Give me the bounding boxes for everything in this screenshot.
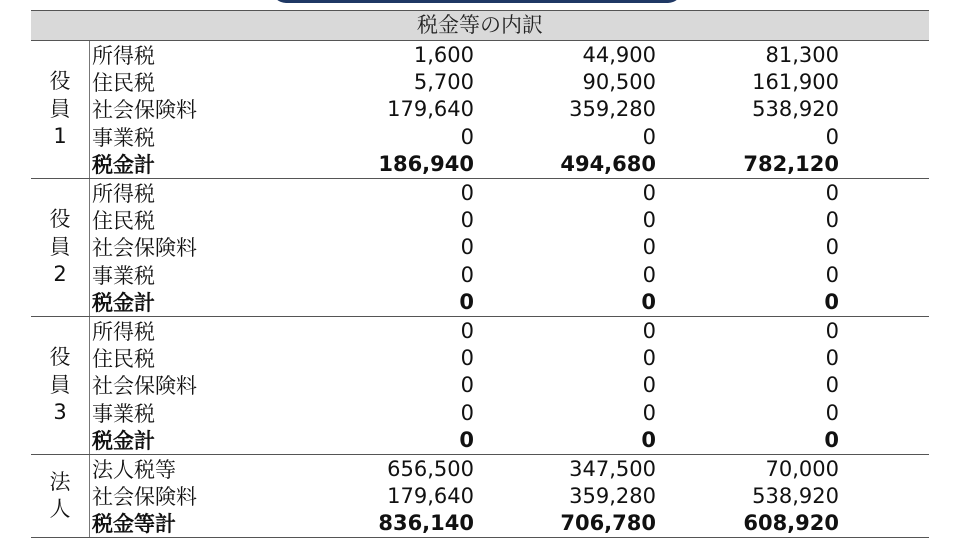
- row-label: 所得税: [92, 43, 155, 68]
- row-label: 社会保険料: [92, 374, 197, 399]
- value-cell: 0: [641, 428, 656, 453]
- group-label: [31, 317, 90, 454]
- table-row: [90, 234, 929, 261]
- row-label: 事業税: [92, 263, 155, 288]
- value-cell: 608,920: [743, 511, 839, 536]
- row-label: 税金計: [92, 291, 155, 316]
- group-label-char: 法: [49, 469, 71, 494]
- value-cell: 0: [642, 345, 656, 370]
- table-row: [90, 261, 929, 288]
- value-cell: 0: [642, 400, 656, 425]
- value-cell: 0: [642, 318, 656, 343]
- row-label: 税金等計: [92, 512, 176, 537]
- value-cell: 5,700: [413, 70, 474, 95]
- value-cell: 0: [460, 262, 474, 287]
- value-cell: 0: [825, 373, 839, 398]
- value-cell: 0: [824, 428, 839, 453]
- table-header: 税金等の内訳: [31, 11, 929, 41]
- row-label: 事業税: [92, 125, 155, 150]
- row-label: 社会保険料: [92, 236, 197, 261]
- group-label: [31, 41, 90, 178]
- row-label: 法人税等: [92, 457, 176, 482]
- row-label: 税金計: [92, 153, 155, 178]
- value-cell: 0: [825, 345, 839, 370]
- group-label-char: 員: [49, 372, 71, 397]
- value-cell: 0: [642, 208, 656, 233]
- value-cell: 44,900: [582, 42, 656, 67]
- value-cell: 0: [641, 290, 656, 315]
- group-label-char: 役: [49, 207, 71, 232]
- value-cell: 359,280: [569, 97, 656, 122]
- total-row: [90, 426, 929, 453]
- value-cell: 161,900: [752, 70, 839, 95]
- value-cell: 179,640: [387, 483, 474, 508]
- table-row: [90, 206, 929, 233]
- group-label-char: 員: [49, 96, 71, 121]
- table-row: [90, 68, 929, 95]
- group-label-char: 員: [49, 234, 71, 259]
- row-label: 税金計: [92, 429, 155, 454]
- group-officer-2: [31, 179, 929, 317]
- group-officer-3: [31, 317, 929, 455]
- value-cell: 0: [460, 235, 474, 260]
- value-cell: 494,680: [560, 152, 656, 177]
- row-label: 社会保険料: [92, 484, 197, 509]
- row-label: 所得税: [92, 181, 155, 206]
- table-row: [90, 372, 929, 399]
- row-label: 社会保険料: [92, 98, 197, 123]
- table-row: [90, 41, 929, 68]
- value-cell: 0: [825, 208, 839, 233]
- value-cell: 656,500: [387, 456, 474, 481]
- table-row: [90, 96, 929, 123]
- value-cell: 81,300: [765, 42, 839, 67]
- value-cell: 0: [825, 180, 839, 205]
- value-cell: 782,120: [743, 152, 839, 177]
- group-label-char: 役: [49, 69, 71, 94]
- total-row: [90, 289, 929, 316]
- value-cell: 706,780: [560, 511, 656, 536]
- group-label: [31, 179, 90, 316]
- tax-breakdown-table: [31, 10, 929, 538]
- value-cell: 90,500: [582, 70, 656, 95]
- row-label: 住民税: [92, 209, 155, 234]
- group-officer-1: [31, 41, 929, 179]
- table-row: [90, 482, 929, 509]
- value-cell: 186,940: [378, 152, 474, 177]
- table-row: [90, 399, 929, 426]
- value-cell: 0: [460, 373, 474, 398]
- value-cell: 0: [460, 208, 474, 233]
- group-label-char: 役: [49, 345, 71, 370]
- group-label-char: 3: [53, 400, 67, 425]
- value-cell: 0: [825, 318, 839, 343]
- value-cell: 0: [642, 235, 656, 260]
- row-label: 住民税: [92, 71, 155, 96]
- total-row: [90, 151, 929, 178]
- row-label: 住民税: [92, 347, 155, 371]
- value-cell: 0: [459, 290, 474, 315]
- total-row: [90, 510, 929, 537]
- group-label: [31, 455, 90, 537]
- value-cell: 179,640: [387, 97, 474, 122]
- group-corporation: [31, 455, 929, 538]
- value-cell: 0: [642, 373, 656, 398]
- value-cell: 1,600: [413, 42, 474, 67]
- table-row: [90, 317, 929, 344]
- group-label-char: 1: [53, 124, 67, 149]
- value-cell: 538,920: [752, 483, 839, 508]
- group-label-char: 2: [53, 262, 67, 287]
- value-cell: 538,920: [752, 97, 839, 122]
- table-row: [90, 455, 929, 482]
- value-cell: 0: [825, 262, 839, 287]
- value-cell: 0: [460, 345, 474, 370]
- value-cell: 836,140: [378, 511, 474, 536]
- value-cell: 70,000: [765, 456, 839, 481]
- value-cell: 359,280: [569, 483, 656, 508]
- value-cell: 0: [825, 235, 839, 260]
- value-cell: 0: [825, 124, 839, 149]
- row-label: 所得税: [92, 319, 155, 344]
- table-row: [90, 179, 929, 206]
- value-cell: 0: [824, 290, 839, 315]
- value-cell: 0: [460, 318, 474, 343]
- row-label: 事業税: [92, 401, 155, 426]
- value-cell: 0: [825, 400, 839, 425]
- top-tab-decoration: [272, 0, 682, 3]
- table-row: [90, 123, 929, 150]
- value-cell: 0: [460, 400, 474, 425]
- value-cell: 0: [460, 180, 474, 205]
- table-row: [90, 344, 929, 371]
- value-cell: 0: [460, 124, 474, 149]
- group-label-char: 人: [49, 496, 71, 521]
- value-cell: 347,500: [569, 456, 656, 481]
- value-cell: 0: [459, 428, 474, 453]
- value-cell: 0: [642, 262, 656, 287]
- value-cell: 0: [642, 180, 656, 205]
- value-cell: 0: [642, 124, 656, 149]
